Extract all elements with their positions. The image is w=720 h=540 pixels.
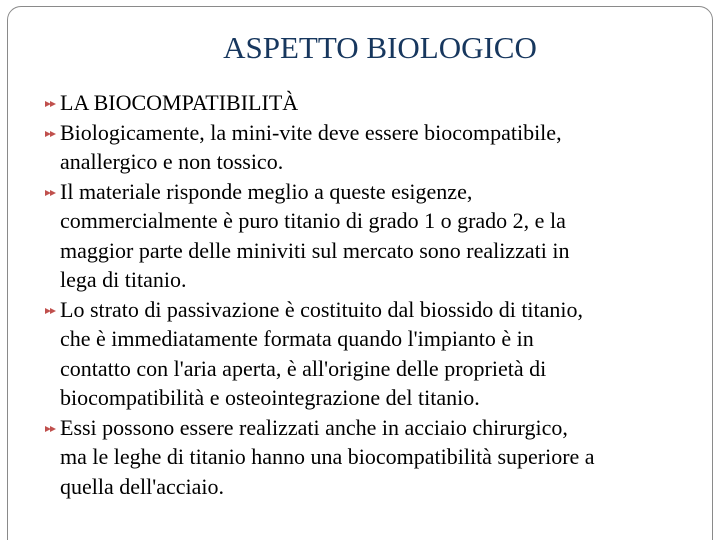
bullet-line: Lo strato di passivazione è costituito dal biossido di titanio, [60, 296, 584, 322]
arrow-bullet-icon [44, 99, 58, 109]
arrow-bullet-icon [44, 129, 58, 139]
bullet-line: Il materiale risponde meglio a queste esigenze, [60, 178, 473, 204]
bullet-line: Essi possono essere realizzati anche in acciaio chirurgico, [60, 414, 568, 440]
arrow-bullet-icon [44, 424, 58, 434]
bullet-line: che è immediatamente formata quando l'impianto è in [60, 326, 534, 351]
bullet-line: ma le leghe di titanio hanno una biocompatibilità superiore a [60, 444, 595, 469]
bullet-item [44, 177, 704, 295]
slide-body [44, 88, 704, 501]
bullet-line: anallergico e non tossico. [60, 149, 284, 174]
arrow-bullet-icon [44, 306, 58, 316]
slide-title: ASPETTO BIOLOGICO [223, 30, 537, 65]
bullet-line: LA BIOCOMPATIBILITÀ [60, 90, 299, 115]
bullet-item [44, 88, 704, 118]
bullet-line: maggior parte delle miniviti sul mercato sono realizzati in [60, 237, 570, 263]
bullet-item [44, 413, 704, 502]
bullet-line: commercialmente è puro titanio di grado 1 o grado 2, e la [60, 208, 566, 233]
bullet-line: Biologicamente, la mini-vite deve essere biocompatibile, [60, 119, 562, 145]
bullet-line: quella dell'acciaio. [60, 473, 224, 499]
bullet-item [44, 118, 704, 177]
bullet-line: contatto con l'aria aperta, è all'origine delle proprietà di [60, 355, 547, 381]
bullet-line: lega di titanio. [60, 267, 187, 292]
arrow-bullet-icon [44, 188, 58, 198]
bullet-line: biocompatibilità e osteointegrazione del titanio. [60, 385, 480, 410]
bullet-item [44, 295, 704, 413]
